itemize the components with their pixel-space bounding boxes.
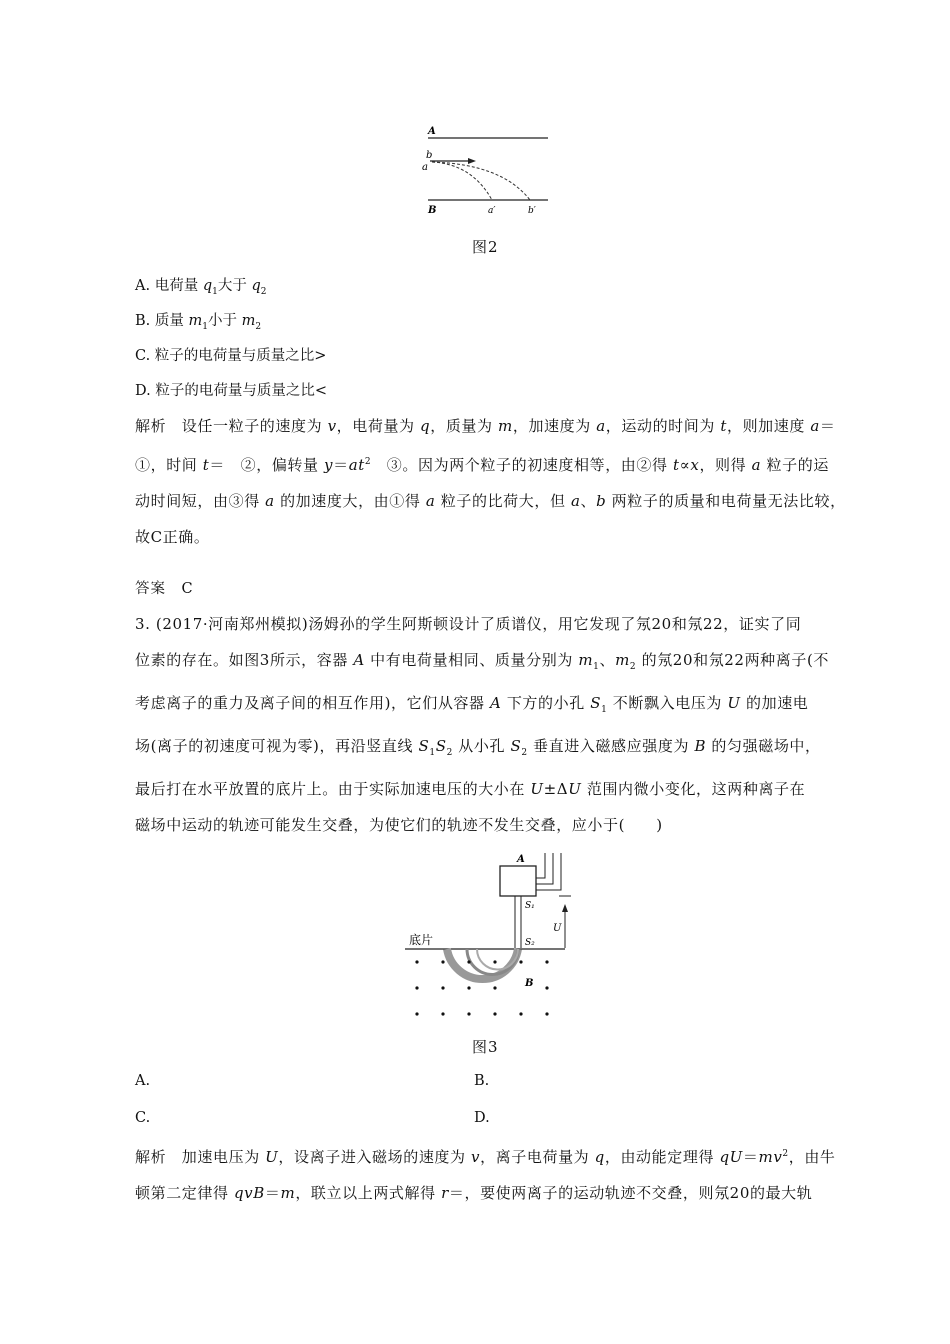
q3-line4: 场(离子的初速度可视为零)，再沿竖直线 $S_1S_2$ 从小孔 $S_2$ 垂直进入磁感应强度为 B 的匀强磁场中，	[135, 737, 821, 758]
label-b-prime: b′	[528, 206, 536, 216]
figure-2-diagram	[420, 120, 560, 220]
label-a-upper: A	[428, 126, 436, 137]
option-c-q2: C. 粒子的电荷量与质量之比>	[135, 348, 327, 364]
analysis-q2-line1: 解析 设任一粒子的速度为 v，电荷量为 q，质量为 m，加速度为 a，运动的时间为 t，则加速度 a＝	[135, 417, 836, 435]
label-b-field: B	[525, 978, 534, 989]
q3-line5: 最后打在水平放置的底片上。由于实际加速电压的大小在 U±ΔU 范围内微小变化，这两种离子在	[135, 780, 806, 798]
label-b-small: b	[426, 150, 433, 161]
figure-3-diagram	[405, 848, 575, 1023]
option-b-q3: B.	[474, 1073, 490, 1089]
analysis-q3-line1: 解析 加速电压为 U，设离子进入磁场的速度为 v，离子电荷量为 q，由动能定理得 $qU=mv^2$，由牛	[135, 1148, 836, 1166]
q3-line6: 磁场中运动的轨迹可能发生交叠，为使它们的轨迹不发生交叠，应小于( )	[135, 816, 663, 834]
label-u: U	[553, 923, 562, 934]
option-a-q2: A. 电荷量 $q_1$大于 $q_2$	[135, 278, 267, 297]
option-c-q3: C.	[135, 1110, 151, 1126]
label-film: 底片	[409, 933, 434, 947]
analysis-q3-line2: 顿第二定律得 qvB＝m，联立以上两式解得 r＝，要使两离子的运动轨迹不交叠，则氖20的最大轨	[135, 1184, 813, 1202]
q3-line1: 3. (2017·河南郑州模拟)汤姆孙的学生阿斯顿设计了质谱仪，用它发现了氖20和氖22，证实了同	[135, 615, 802, 633]
analysis-q2	[135, 408, 850, 555]
option-b-q2: B. 质量 $m_1$小于 $m_2$	[135, 313, 262, 332]
option-d-q2: D. 粒子的电荷量与质量之比<	[135, 383, 327, 399]
q3-line3: 考虑离子的重力及离子间的相互作用)，它们从容器 A 下方的小孔 $S_1$ 不断飘入电压为 U 的加速电	[135, 694, 809, 715]
figure-3-caption: 图3	[472, 1038, 499, 1056]
label-container-a: A	[517, 854, 525, 865]
question-3	[135, 606, 850, 843]
answer-q2: 答案 C	[135, 581, 194, 597]
label-s1: S₁	[525, 901, 535, 911]
analysis-q2-line2: ①，时间 t＝ ②，偏转量 $y=at^2$ ③。因为两个粒子的初速度相等，由②得 t∝x，则得 a 粒子的运	[135, 456, 829, 474]
analysis-q2-line3: 动时间短，由③得 a 的加速度大，由①得 a 粒子的比荷大，但 a、b 两粒子的质量和电荷量无法比较，	[135, 492, 846, 510]
label-a-small: a	[422, 162, 428, 173]
option-d-q3: D.	[474, 1110, 490, 1126]
q3-line2: 位素的存在。如图3所示，容器 A 中有电荷量相同、质量分别为 $m_1$、$m_2$ 的氖20和氖22两种离子(不	[135, 651, 830, 672]
label-b-lower: B	[428, 205, 437, 216]
label-s2: S₂	[525, 938, 535, 948]
figure-2-caption: 图2	[472, 238, 499, 256]
analysis-q3	[135, 1136, 850, 1211]
option-a-q3: A.	[135, 1073, 151, 1089]
analysis-q2-line4: 故C正确。	[135, 528, 210, 546]
label-a-prime: a′	[488, 206, 496, 216]
